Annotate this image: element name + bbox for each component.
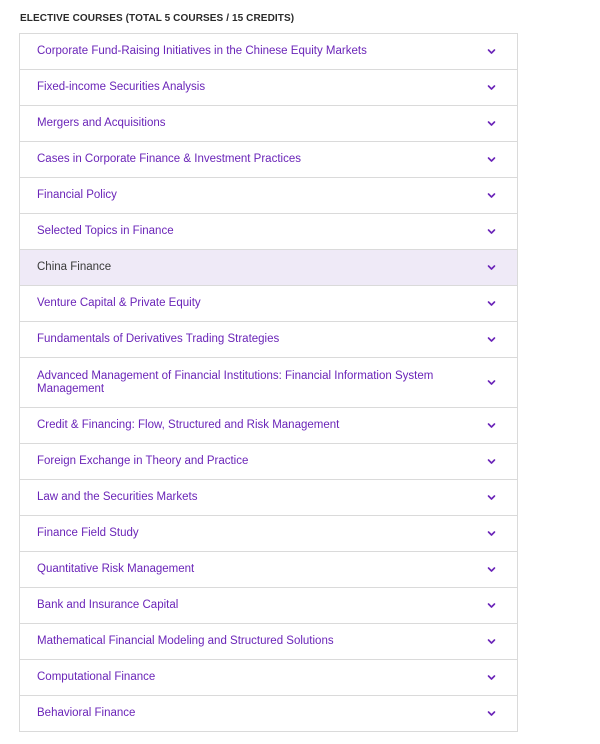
course-item-label: Financial Policy	[37, 189, 117, 201]
chevron-down-icon[interactable]	[487, 637, 496, 646]
chevron-down-icon[interactable]	[487, 565, 496, 574]
course-item[interactable]	[20, 588, 517, 624]
chevron-down-icon[interactable]	[487, 47, 496, 56]
chevron-down-icon[interactable]	[487, 335, 496, 344]
course-item[interactable]	[20, 660, 517, 696]
course-item[interactable]	[20, 106, 517, 142]
chevron-down-icon[interactable]	[487, 493, 496, 502]
course-item-label: Corporate Fund-Raising Initiatives in the Chinese Equity Markets	[37, 45, 367, 57]
course-item[interactable]	[20, 516, 517, 552]
chevron-down-icon[interactable]	[487, 191, 496, 200]
chevron-down-icon[interactable]	[487, 673, 496, 682]
chevron-down-icon[interactable]	[487, 529, 496, 538]
elective-courses-accordion	[19, 33, 518, 732]
course-item[interactable]	[20, 552, 517, 588]
course-item-label: China Finance	[37, 261, 112, 273]
chevron-down-icon[interactable]	[487, 378, 496, 387]
course-item-label: Quantitative Risk Management	[37, 563, 195, 575]
section-heading: ELECTIVE COURSES (TOTAL 5 COURSES / 15 CREDITS)	[20, 13, 295, 24]
course-item-label: Fundamentals of Derivatives Trading Strategies	[37, 333, 280, 345]
chevron-down-icon[interactable]	[487, 299, 496, 308]
course-item-label: Computational Finance	[37, 671, 156, 683]
chevron-down-icon[interactable]	[487, 601, 496, 610]
course-item-label: Selected Topics in Finance	[37, 225, 174, 237]
chevron-down-icon[interactable]	[487, 119, 496, 128]
chevron-down-icon[interactable]	[487, 155, 496, 164]
course-item[interactable]	[20, 322, 517, 358]
course-item[interactable]	[20, 214, 517, 250]
course-item[interactable]	[20, 286, 517, 322]
course-item[interactable]	[20, 34, 517, 70]
course-item-label: Advanced Management of Financial Institutions: Financial Information System Management	[37, 369, 434, 395]
course-item-label: Law and the Securities Markets	[37, 491, 198, 503]
course-item-label: Mathematical Financial Modeling and Structured Solutions	[37, 635, 334, 647]
chevron-down-icon[interactable]	[487, 709, 496, 718]
chevron-down-icon[interactable]	[487, 227, 496, 236]
course-item-label: Bank and Insurance Capital	[37, 599, 179, 611]
course-item[interactable]	[20, 624, 517, 660]
course-item-label: Cases in Corporate Finance & Investment Practices	[37, 153, 301, 165]
course-item-label: Finance Field Study	[37, 527, 139, 539]
course-item-label: Fixed-income Securities Analysis	[37, 81, 206, 93]
course-item[interactable]	[20, 480, 517, 516]
course-item-label: Behavioral Finance	[37, 707, 136, 719]
course-item-hovered[interactable]	[20, 250, 517, 286]
chevron-down-icon[interactable]	[487, 457, 496, 466]
course-item[interactable]	[20, 444, 517, 480]
course-item-label: Mergers and Acquisitions	[37, 117, 166, 129]
chevron-down-icon[interactable]	[487, 263, 496, 272]
course-item[interactable]	[20, 408, 517, 444]
course-item-label: Venture Capital & Private Equity	[37, 297, 201, 309]
course-item[interactable]	[20, 142, 517, 178]
course-item-label: Foreign Exchange in Theory and Practice	[37, 455, 249, 467]
course-item-label: Credit & Financing: Flow, Structured and Risk Management	[37, 419, 340, 431]
course-item[interactable]	[20, 358, 517, 408]
course-item[interactable]	[20, 178, 517, 214]
course-item[interactable]	[20, 70, 517, 106]
chevron-down-icon[interactable]	[487, 421, 496, 430]
chevron-down-icon[interactable]	[487, 83, 496, 92]
course-item[interactable]	[20, 696, 517, 732]
